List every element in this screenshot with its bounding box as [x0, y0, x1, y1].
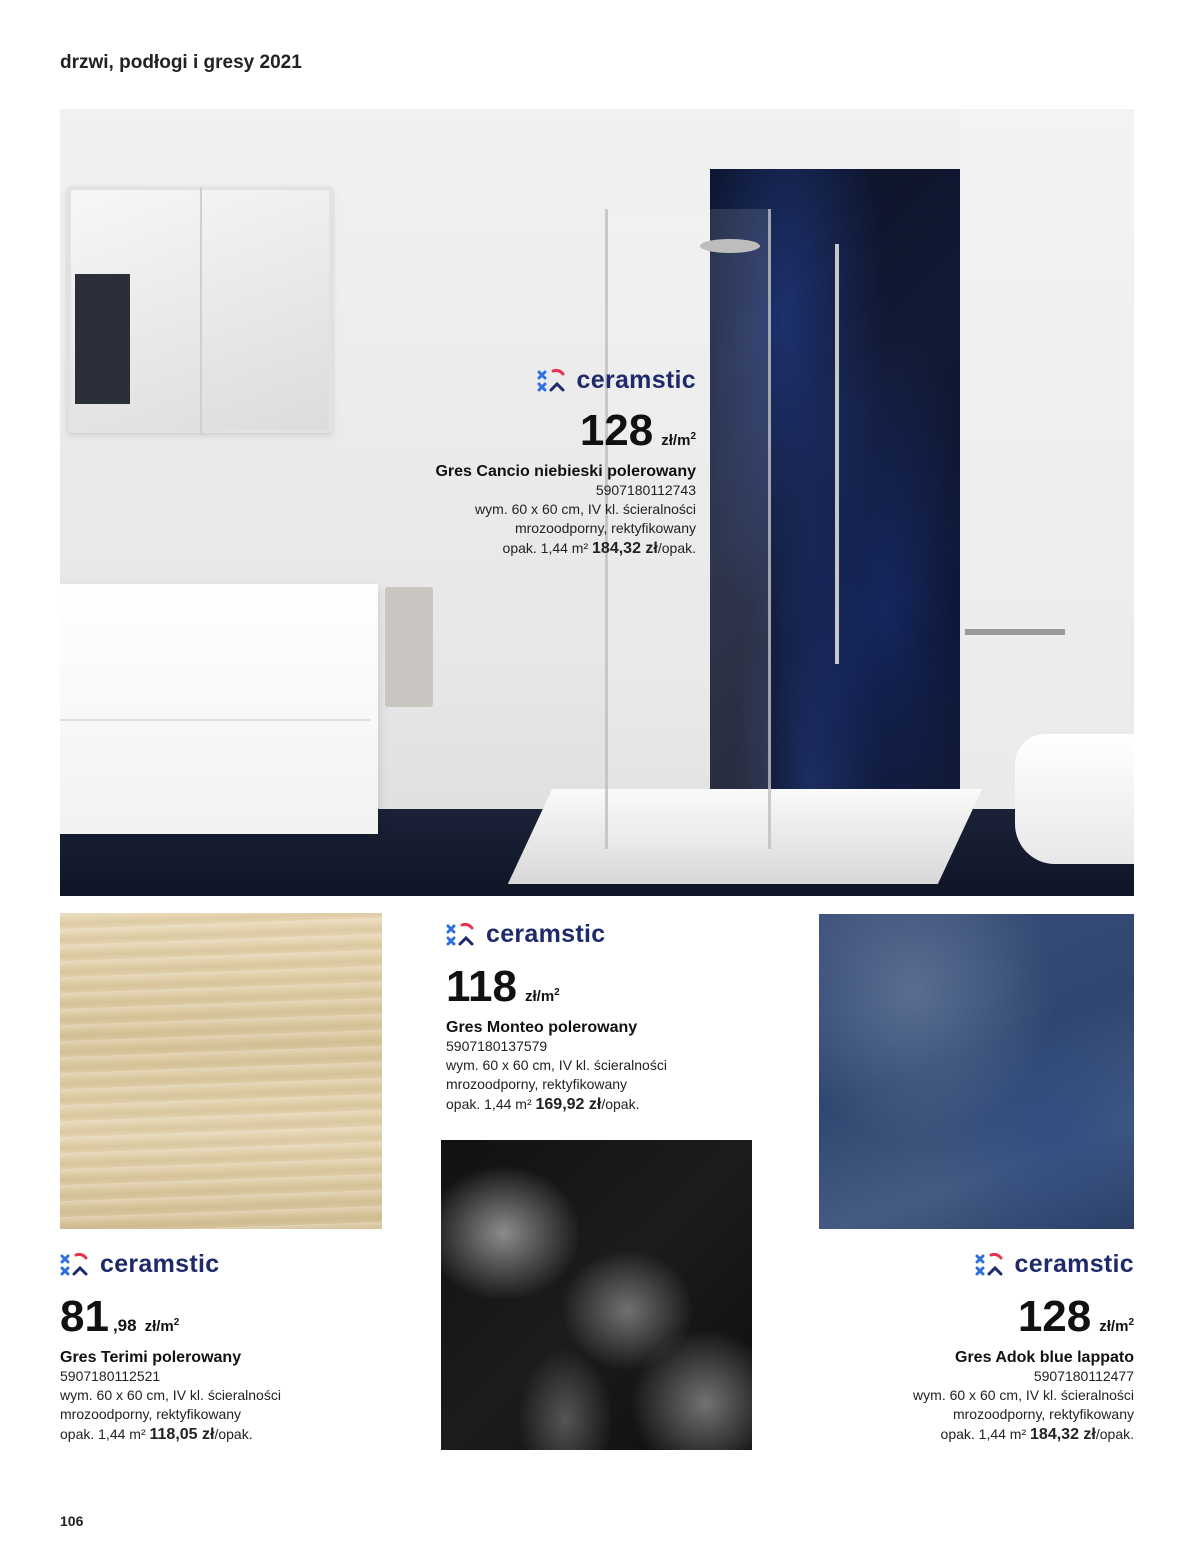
price-cents: ,98	[112, 1316, 137, 1335]
brand-logo	[380, 366, 696, 395]
vanity-drawer-line	[60, 719, 370, 721]
brand-name: ceramstic	[100, 1250, 220, 1278]
brand-name: ceramstic	[486, 920, 606, 948]
towel	[385, 587, 433, 707]
shower-head	[700, 239, 760, 253]
price-unit: $zł/m^2$	[1099, 1317, 1134, 1335]
package-info: opak. 1,44 m² 118,05 zł/opak.	[60, 1425, 253, 1443]
product-name: Gres Adok blue lappato	[955, 1349, 1134, 1366]
product-properties: mrozoodporny, rektyfikowany	[952, 1405, 1134, 1422]
product-properties: mrozoodporny, rektyfikowany	[514, 519, 696, 536]
price	[446, 962, 756, 1011]
product-dimensions: wym. 60 x 60 cm, IV kl. ścieralności	[60, 1386, 281, 1403]
vanity-cabinet	[60, 584, 378, 834]
package-info: opak. 1,44 m² 169,92 zł/opak.	[446, 1095, 640, 1113]
product-code: 5907180112743	[595, 482, 696, 498]
price-unit: $zł/m^2$	[661, 431, 696, 449]
price	[380, 406, 696, 455]
product-name: Gres Cancio niebieski polerowany	[435, 463, 696, 480]
ceramstic-logo-icon	[975, 1252, 1005, 1278]
page-header-title: drzwi, podłogi i gresy 2021	[60, 52, 302, 73]
brand-logo	[814, 1250, 1134, 1279]
product-properties: mrozoodporny, rektyfikowany	[60, 1405, 242, 1422]
brand-logo	[446, 920, 756, 949]
mirror-reflection	[75, 274, 130, 404]
price-value: 118	[446, 962, 517, 1011]
brand-logo	[60, 1250, 390, 1279]
price-value: 128	[579, 406, 654, 455]
wall-shelf	[965, 629, 1065, 635]
ceramstic-logo-icon	[60, 1252, 90, 1278]
price-unit: $zł/m^2$	[144, 1317, 180, 1335]
product-code: 5907180112521	[60, 1368, 161, 1384]
tile-adok-swatch	[819, 914, 1134, 1229]
ceramstic-logo-icon	[446, 922, 476, 948]
product-dimensions: wym. 60 x 60 cm, IV kl. ścieralności	[913, 1386, 1134, 1403]
product-terimi	[60, 1250, 390, 1445]
price-unit: $zł/m^2$	[524, 987, 560, 1005]
tile-terimi-swatch	[60, 913, 382, 1229]
package-info: opak. 1,44 m² 184,32 zł/opak.	[502, 539, 696, 557]
price	[814, 1292, 1134, 1341]
shower-pipe	[835, 244, 839, 664]
product-monteo	[446, 920, 756, 1115]
page-number: 106	[60, 1513, 84, 1529]
brand-name: ceramstic	[576, 366, 696, 394]
price-value: 128	[1017, 1292, 1092, 1341]
product-cancio	[380, 366, 696, 559]
product-dimensions: wym. 60 x 60 cm, IV kl. ścieralności	[475, 500, 696, 517]
mirror-divider	[200, 187, 202, 433]
price	[60, 1292, 390, 1341]
price-value: 81	[60, 1292, 109, 1341]
product-name: Gres Terimi polerowany	[60, 1349, 242, 1366]
toilet	[1015, 734, 1134, 864]
product-code: 5907180137579	[446, 1038, 548, 1054]
ceramstic-logo-icon	[537, 368, 567, 394]
tile-monteo-swatch	[441, 1140, 752, 1450]
brand-name: ceramstic	[1014, 1250, 1134, 1278]
product-properties: mrozoodporny, rektyfikowany	[446, 1075, 628, 1092]
product-code: 5907180112477	[1033, 1368, 1134, 1384]
product-adok	[814, 1250, 1134, 1445]
package-info: opak. 1,44 m² 184,32 zł/opak.	[940, 1425, 1134, 1443]
product-dimensions: wym. 60 x 60 cm, IV kl. ścieralności	[446, 1056, 667, 1073]
product-name: Gres Monteo polerowany	[446, 1019, 638, 1036]
